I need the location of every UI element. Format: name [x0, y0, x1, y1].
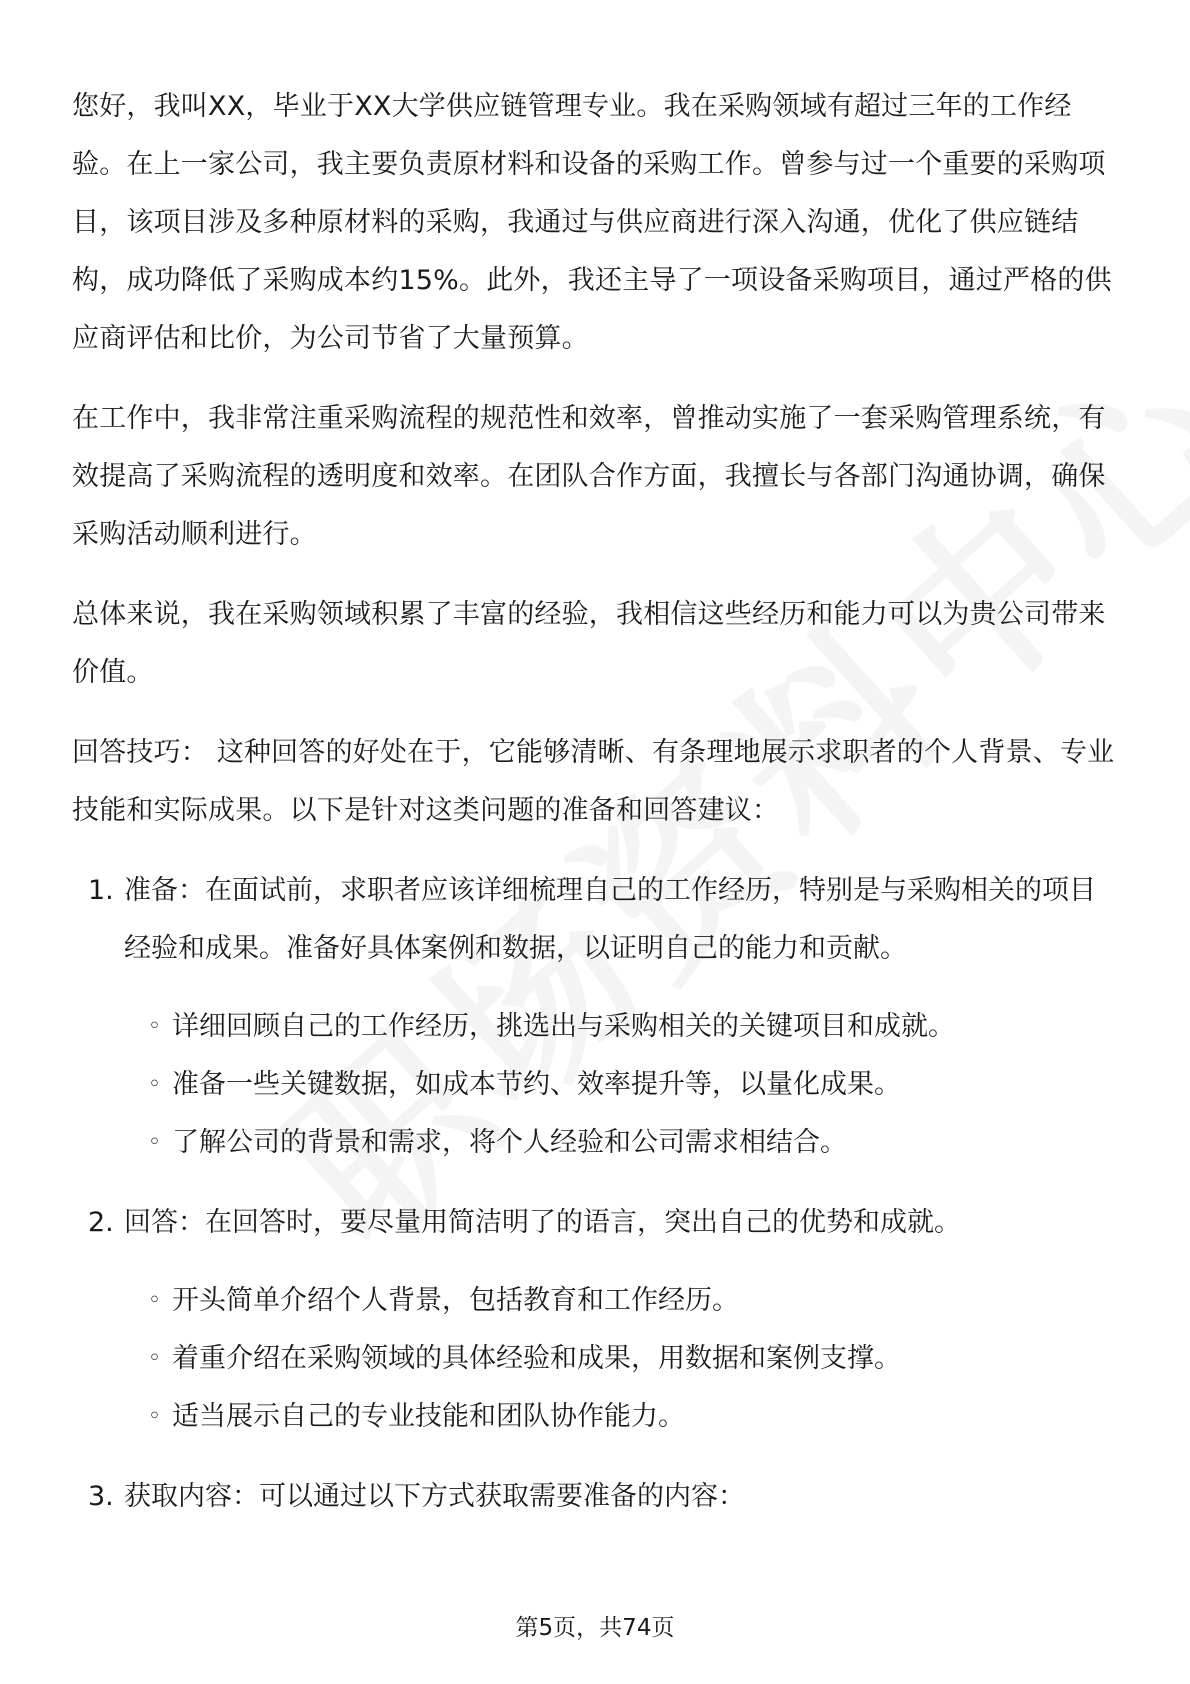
list-item-answer — [72, 1194, 1122, 1446]
bullet-text: 适当展示自己的专业技能和团队协作能力。 — [172, 1401, 685, 1432]
list-number: 1. — [88, 875, 114, 906]
bullet-icon: ◦ — [148, 1130, 161, 1155]
bullet-icon: ◦ — [148, 1014, 161, 1039]
bullet-item — [124, 1388, 1122, 1446]
bullet-icon: ◦ — [148, 1346, 161, 1371]
paragraph-work-focus: 在工作中，我非常注重采购流程的规范性和效率，曾推动实施了一套采购管理系统，有效提高了采购流程的透明度和效率。在团队合作方面，我擅长与各部门沟通协调，确保采购活动顺利进行。 — [72, 403, 1106, 550]
list-item-obtain-content — [72, 1468, 1122, 1526]
bullet-text: 开头简单介绍个人背景，包括教育和工作经历。 — [172, 1285, 739, 1316]
paragraph-intro: 您好，我叫XX，毕业于XX大学供应链管理专业。我在采购领域有超过三年的工作经验。在上一家公司，我主要负责原材料和设备的采购工作。曾参与过一个重要的采购项目，该项目涉及多种原材料的采购，我通过与供应商进行深入沟通，优化了供应链结构，成功降低了采购成本约15%。此外，我还主导了一项设备采购项目，通过严格的供应商评估和比价，为公司节省了大量预算。 — [72, 91, 1112, 354]
page-content — [72, 78, 1122, 1526]
list-item-prepare — [72, 862, 1122, 1172]
bullet-list — [124, 998, 1122, 1172]
paragraph-summary: 总体来说，我在采购领域积累了丰富的经验，我相信这些经历和能力可以为贵公司带来价值。 — [72, 599, 1106, 688]
bullet-item — [124, 1272, 1122, 1330]
bullet-icon: ◦ — [148, 1072, 161, 1097]
numbered-list — [72, 862, 1122, 1526]
bullet-item — [124, 1114, 1122, 1172]
bullet-text: 详细回顾自己的工作经历，挑选出与采购相关的关键项目和成就。 — [172, 1011, 955, 1042]
page-number-footer: 第5页，共74页 — [515, 1615, 675, 1641]
paragraph-tips: 回答技巧： 这种回答的好处在于，它能够清晰、有条理地展示求职者的个人背景、专业技能和实际成果。以下是针对这类问题的准备和回答建议： — [72, 737, 1115, 826]
bullet-text: 着重介绍在采购领域的具体经验和成果，用数据和案例支撑。 — [172, 1343, 901, 1374]
list-number: 2. — [88, 1207, 114, 1238]
bullet-list — [124, 1272, 1122, 1446]
bullet-text: 了解公司的背景和需求，将个人经验和公司需求相结合。 — [172, 1127, 847, 1158]
list-item-text: 准备：在面试前，求职者应该详细梳理自己的工作经历，特别是与采购相关的项目经验和成果。准备好具体案例和数据，以证明自己的能力和贡献。 — [124, 875, 1096, 964]
list-number: 3. — [88, 1481, 114, 1512]
bullet-text: 准备一些关键数据，如成本节约、效率提升等，以量化成果。 — [172, 1069, 901, 1100]
list-item-text: 获取内容：可以通过以下方式获取需要准备的内容： — [124, 1481, 745, 1512]
bullet-item — [124, 998, 1122, 1056]
bullet-item — [124, 1056, 1122, 1114]
list-item-text: 回答：在回答时，要尽量用简洁明了的语言，突出自己的优势和成就。 — [124, 1207, 961, 1238]
bullet-item — [124, 1330, 1122, 1388]
bullet-icon: ◦ — [148, 1288, 161, 1313]
bullet-icon: ◦ — [148, 1404, 161, 1429]
